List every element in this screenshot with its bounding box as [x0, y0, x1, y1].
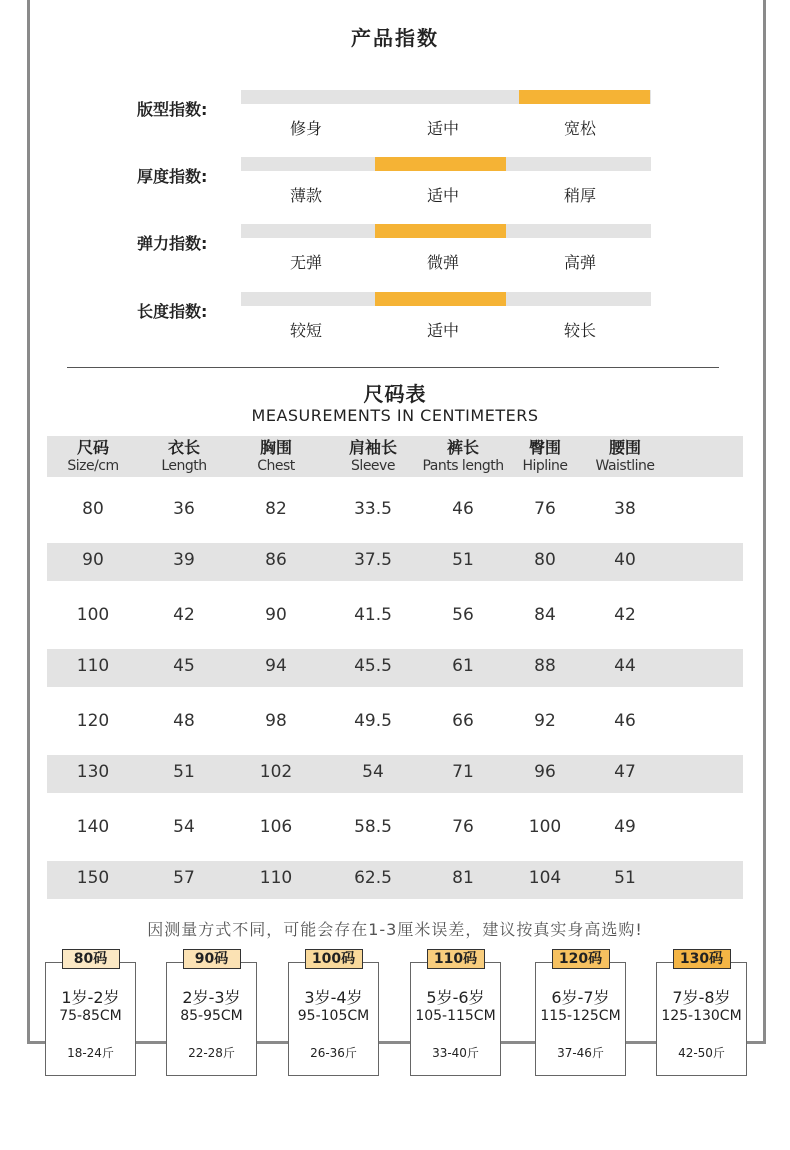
table-cell: 90 [265, 605, 287, 625]
table-cell: 94 [265, 656, 287, 676]
section-divider [67, 367, 719, 368]
table-cell: 48 [173, 711, 195, 731]
table-row [47, 636, 743, 689]
table-row [47, 742, 743, 795]
header-cn: 衣长 [167, 438, 200, 457]
age-range: 6岁-7岁 [551, 988, 610, 1007]
index-option: 适中 [426, 119, 459, 138]
header-cn: 胸围 [259, 438, 292, 457]
age-card [410, 951, 501, 1076]
size-chart-subtitle: MEASUREMENTS IN CENTIMETERS [251, 406, 539, 425]
index-row [0, 90, 790, 150]
table-cell: 42 [173, 605, 195, 625]
table-cell: 42 [614, 605, 636, 625]
table-cell: 57 [173, 868, 195, 888]
table-cell: 104 [528, 868, 562, 888]
table-cell: 44 [614, 656, 636, 676]
table-cell: 45 [173, 656, 195, 676]
index-option: 薄款 [289, 186, 322, 205]
index-option: 较长 [563, 321, 596, 340]
index-option: 高弹 [563, 253, 596, 272]
table-cell: 80 [534, 550, 556, 570]
index-bar [241, 157, 651, 171]
header-en: Chest [257, 458, 295, 474]
header-cn: 腰围 [608, 438, 641, 457]
height-range: 85-95CM [180, 1008, 243, 1024]
table-cell: 49.5 [354, 711, 392, 731]
index-bar-highlight [375, 157, 506, 171]
index-bar [241, 292, 651, 306]
weight-range: 26-36斤 [310, 1046, 357, 1060]
age-range: 2岁-3岁 [182, 988, 241, 1007]
table-cell: 82 [265, 499, 287, 519]
index-option: 宽松 [563, 119, 596, 138]
table-row [47, 848, 743, 901]
table-cell: 110 [76, 656, 110, 676]
size-table [47, 436, 743, 901]
header-cn: 肩袖长 [348, 438, 397, 457]
table-cell: 80 [82, 499, 104, 519]
size-chart-title: 尺码表 [363, 382, 427, 406]
size-tag: 110码 [427, 949, 485, 969]
height-range: 115-125CM [540, 1008, 621, 1024]
table-row [47, 583, 743, 636]
table-cell: 49 [614, 817, 636, 837]
age-range: 1岁-2岁 [61, 988, 120, 1007]
header-cn: 臀围 [528, 438, 561, 457]
table-cell: 92 [534, 711, 556, 731]
table-row [47, 689, 743, 742]
table-cell: 58.5 [354, 817, 392, 837]
size-table-header [47, 436, 743, 477]
table-cell: 90 [82, 550, 104, 570]
table-cell: 51 [614, 868, 636, 888]
table-cell: 54 [173, 817, 195, 837]
index-option: 微弹 [426, 253, 459, 272]
size-tag: 100码 [305, 949, 363, 969]
height-range: 75-85CM [59, 1008, 122, 1024]
index-option: 适中 [426, 186, 459, 205]
age-card [288, 951, 379, 1076]
table-cell: 98 [265, 711, 287, 731]
age-range: 3岁-4岁 [304, 988, 363, 1007]
table-cell: 150 [76, 868, 110, 888]
table-cell: 62.5 [354, 868, 392, 888]
table-cell: 76 [452, 817, 474, 837]
table-cell: 106 [259, 817, 293, 837]
index-row [0, 292, 790, 352]
index-option: 较短 [289, 321, 322, 340]
header-en: Hipline [522, 458, 568, 474]
table-header-cell [43, 439, 143, 475]
header-en: Size/cm [67, 458, 119, 474]
size-tag: 90码 [183, 949, 241, 969]
weight-range: 42-50斤 [678, 1046, 725, 1060]
index-option: 适中 [426, 321, 459, 340]
table-cell: 51 [452, 550, 474, 570]
table-cell: 81 [452, 868, 474, 888]
table-cell: 102 [259, 762, 293, 782]
size-table-body [47, 477, 743, 901]
table-header-cell [323, 439, 423, 475]
index-bar-highlight [375, 292, 506, 306]
table-cell: 66 [452, 711, 474, 731]
table-row [47, 477, 743, 530]
age-card [535, 951, 626, 1076]
table-cell: 54 [362, 762, 384, 782]
size-tag: 80码 [62, 949, 120, 969]
index-bar-highlight [375, 224, 506, 238]
table-cell: 100 [528, 817, 562, 837]
age-range: 7岁-8岁 [672, 988, 731, 1007]
height-range: 105-115CM [415, 1008, 496, 1024]
table-cell: 86 [265, 550, 287, 570]
index-label: 版型指数: [137, 100, 208, 119]
index-row [0, 224, 790, 284]
table-cell: 84 [534, 605, 556, 625]
table-header-cell [226, 439, 326, 475]
table-cell: 38 [614, 499, 636, 519]
index-bar [241, 224, 651, 238]
age-range: 5岁-6岁 [426, 988, 485, 1007]
weight-range: 37-46斤 [557, 1046, 604, 1060]
height-range: 95-105CM [297, 1008, 370, 1024]
weight-range: 33-40斤 [432, 1046, 479, 1060]
weight-range: 22-28斤 [188, 1046, 235, 1060]
index-title: 产品指数 [351, 26, 439, 50]
table-cell: 46 [452, 499, 474, 519]
index-label: 弹力指数: [137, 234, 208, 253]
weight-range: 18-24斤 [67, 1046, 114, 1060]
index-row [0, 157, 790, 217]
table-cell: 76 [534, 499, 556, 519]
table-cell: 88 [534, 656, 556, 676]
age-card [656, 951, 747, 1076]
table-cell: 61 [452, 656, 474, 676]
height-range: 125-130CM [661, 1008, 742, 1024]
table-header-cell [575, 439, 675, 475]
table-cell: 47 [614, 762, 636, 782]
size-tag: 130码 [673, 949, 731, 969]
table-cell: 110 [259, 868, 293, 888]
table-cell: 71 [452, 762, 474, 782]
header-cn: 裤长 [446, 438, 479, 457]
table-cell: 45.5 [354, 656, 392, 676]
header-en: Length [161, 458, 207, 474]
index-label: 长度指数: [137, 302, 208, 321]
table-cell: 51 [173, 762, 195, 782]
table-cell: 36 [173, 499, 195, 519]
table-cell: 46 [614, 711, 636, 731]
table-cell: 100 [76, 605, 110, 625]
table-header-cell [134, 439, 234, 475]
table-cell: 33.5 [354, 499, 392, 519]
table-cell: 120 [76, 711, 110, 731]
table-cell: 96 [534, 762, 556, 782]
index-option: 无弹 [289, 253, 322, 272]
table-cell: 40 [614, 550, 636, 570]
table-cell: 37.5 [354, 550, 392, 570]
age-card [166, 951, 257, 1076]
size-tag: 120码 [552, 949, 610, 969]
index-label: 厚度指数: [137, 167, 208, 186]
table-cell: 140 [76, 817, 110, 837]
header-en: Pants length [422, 458, 504, 474]
header-en: Sleeve [351, 458, 395, 474]
index-bar [241, 90, 651, 104]
measurement-note: 因测量方式不同，可能会存在1-3厘米误差，建议按真实身高选购! [147, 920, 643, 939]
table-cell: 39 [173, 550, 195, 570]
table-row [47, 795, 743, 848]
table-cell: 56 [452, 605, 474, 625]
index-option: 稍厚 [563, 186, 596, 205]
header-en: Waistline [595, 458, 655, 474]
index-bar-highlight [519, 90, 650, 104]
header-cn: 尺码 [76, 438, 109, 457]
table-cell: 130 [76, 762, 110, 782]
table-row [47, 530, 743, 583]
age-card [45, 951, 136, 1076]
table-cell: 41.5 [354, 605, 392, 625]
index-option: 修身 [289, 119, 322, 138]
